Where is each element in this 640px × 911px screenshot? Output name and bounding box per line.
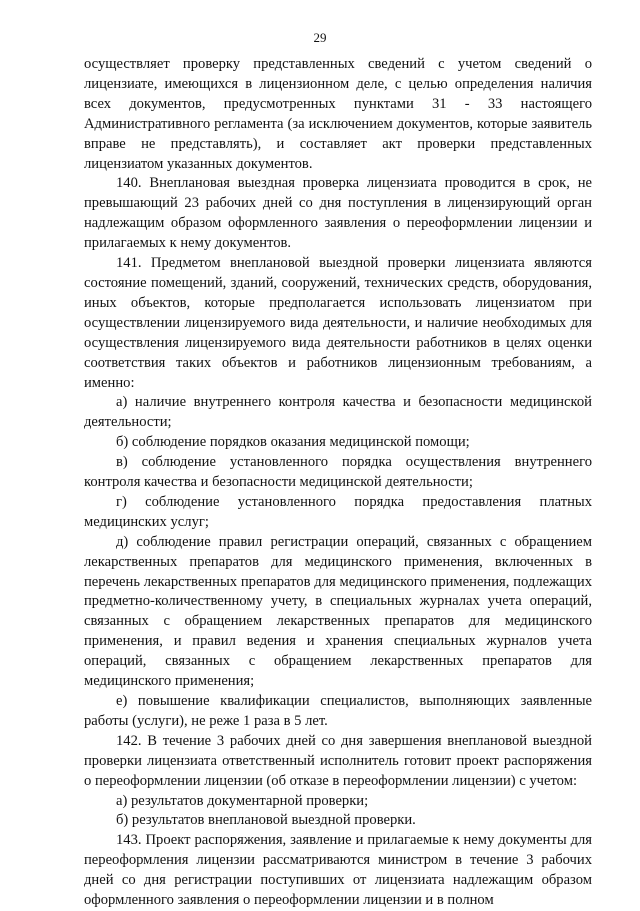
list-item-v: в) соблюдение установленного порядка осуществления внутреннего контроля качества и безопасности медицинской деятельности; bbox=[84, 454, 592, 491]
list-item-e: е) повышение квалификации специалистов, выполняющих заявленные работы (услуги), не реже 1 раза в 5 лет. bbox=[84, 693, 592, 729]
list-item-b: б) соблюдение порядков оказания медицинской помощи; bbox=[116, 434, 470, 451]
paragraph-continuation: осуществляет проверку представленных сведений с учетом сведений о лицензиате, имеющихся в лицензионном деле, с целью определения наличия всех документов, предусмотренных пунктами 31 - 33 настоящего Административного регламента (за исключением документов, которые заявитель вправе не представлять), и составляет акт проверки представленных лицензиатом указанных документов. bbox=[84, 56, 592, 172]
paragraph-143: 143. Проект распоряжения, заявление и прилагаемые к нему документы для переоформления лицензии рассматриваются министром в течение 3 рабочих дней со дня регистрации поступивших от лицензиата надлежащим образом оформленного заявления о переоформлении лицензии и в полном bbox=[84, 832, 592, 909]
paragraph-141: 141. Предметом внеплановой выездной проверки лицензиата являются состояние помещений, зданий, сооружений, технических средств, оборудования, иных объектов, которые предполагается использовать лицензиатом при осуществлении лицензируемого вида деятельности, и наличие необходимых для осуществления лицензируемого вида деятельности работников в целях оценки соответствия таких объектов и работников лицензионным требованиям, а именно: bbox=[84, 255, 592, 391]
list-item-b-142: б) результатов внеплановой выездной проверки. bbox=[116, 812, 416, 829]
paragraph-142: 142. В течение 3 рабочих дней со дня завершения внеплановой выездной проверки лицензиата ответственный исполнитель готовит проект распоряжения о переоформлении лицензии (об отказе в переоформлении лицензии) с учетом: bbox=[84, 732, 592, 789]
list-item-a: а) наличие внутреннего контроля качества и безопасности медицинской деятельности; bbox=[84, 394, 592, 431]
list-item-g: г) соблюдение установленного порядка предоставления платных медицинских услуг; bbox=[84, 493, 592, 530]
document-body bbox=[84, 55, 592, 911]
page-number: 29 bbox=[313, 30, 327, 45]
list-item-a-142: а) результатов документарной проверки; bbox=[116, 792, 369, 809]
paragraph-140: 140. Внеплановая выездная проверка лицензиата проводится в срок, не превышающий 23 рабочих дней со дня поступления в лицензирующий орган надлежащим образом оформленного заявления о переоформлении лицензии и прилагаемых к нему документов. bbox=[84, 175, 592, 252]
list-item-d: д) соблюдение правил регистрации операций, связанных с обращением лекарственных препаратов для медицинского применения, включенных в перечень лекарственных препаратов для медицинского применения, подлежащих предметно-количественному учету, в специальных журналах учета операций, связанных с обращением лекарственных препаратов для медицинского применения, и правил ведения и хранения специальных журналов учета операций, связанных с обращением лекарственных препаратов для медицинского применения; bbox=[84, 533, 592, 690]
